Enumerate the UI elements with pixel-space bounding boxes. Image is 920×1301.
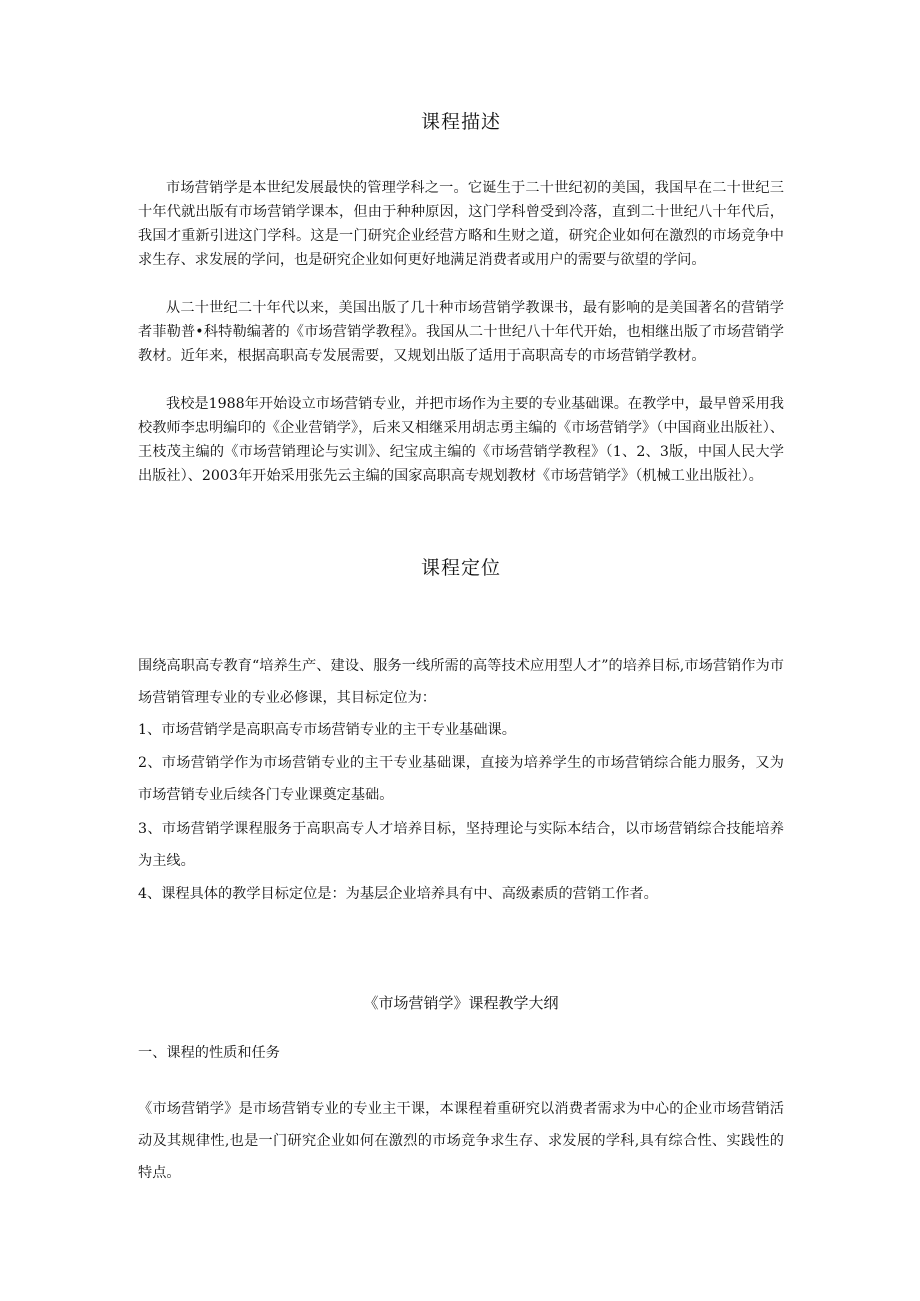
section-title-description: 课程描述: [420, 111, 501, 133]
positioning-intro: 围绕高职高专教育“培养生产、建设、服务一线所需的高等技术应用型人才”的培养目标,市场营销作为市场营销管理专业的专业必修课，其目标定位为：: [138, 658, 784, 706]
positioning-item-1: 1、市场营销学是高职高专市场营销专业的主干专业基础课。: [138, 722, 516, 738]
syllabus-paragraph: 《市场营销学》是市场营销专业的专业主干课，本课程着重研究以消费者需求为中心的企业市场营销活动及其规律性,也是一门研究企业如何在激烈的市场竞争求生存、求发展的学科,具有综合性、实践性的特点。: [138, 1101, 784, 1181]
positioning-item-2: 2、市场营销学作为市场营销专业的主干专业基础课，直接为培养学生的市场营销综合能力服务，又为市场营销专业后续各门专业课奠定基础。: [138, 755, 784, 803]
description-paragraph-2: 从二十世纪二十年代以来，美国出版了几十种市场营销学教课书，最有影响的是美国著名的营销学者菲勒普•科特勒编著的《市场营销学教程》。我国从二十世纪八十年代开始，也相继出版了市场营销学教材。近年来，根据高职高专发展需要，又规划出版了适用于高职高专的市场营销学教材。: [138, 300, 784, 364]
positioning-item-3: 3、市场营销学课程服务于高职高专人才培养目标，坚持理论与实际本结合，以市场营销综合技能培养为主线。: [138, 821, 784, 869]
description-paragraph-3: 我校是1988年开始设立市场营销专业，并把市场作为主要的专业基础课。在教学中，最早曾采用我校教师李忠明编印的《企业营销学》，后来又相继采用胡志勇主编的《市场营销学》（中国商业出版社）、王枝茂主编的《市场营销理论与实训》、纪宝成主编的《市场营销学教程》（1、2、3版，中国人民大学出版社）、2003年开始采用张先云主编的国家高职高专规划教材《市场营销学》（机械工业出版社）。: [138, 396, 784, 484]
section-title-syllabus: 《市场营销学》课程教学大纲: [363, 994, 559, 1012]
section-title-positioning: 课程定位: [420, 557, 501, 579]
positioning-item-4: 4、课程具体的教学目标定位是：为基层企业培养具有中、高级素质的营销工作者。: [138, 886, 658, 902]
description-paragraph-1: 市场营销学是本世纪发展最快的管理学科之一。它诞生于二十世纪初的美国，我国早在二十世纪三十年代就出版有市场营销学课本，但由于种种原因，这门学科曾受到冷落，直到二十世纪八十年代后，我国才重新引进这门学科。这是一门研究企业经营方略和生财之道，研究企业如何在激烈的市场竞争中求生存、求发展的学问，也是研究企业如何更好地满足消费者或用户的需要与欲望的学问。: [138, 180, 784, 268]
syllabus-subheading: 一、课程的性质和任务: [138, 1045, 280, 1061]
